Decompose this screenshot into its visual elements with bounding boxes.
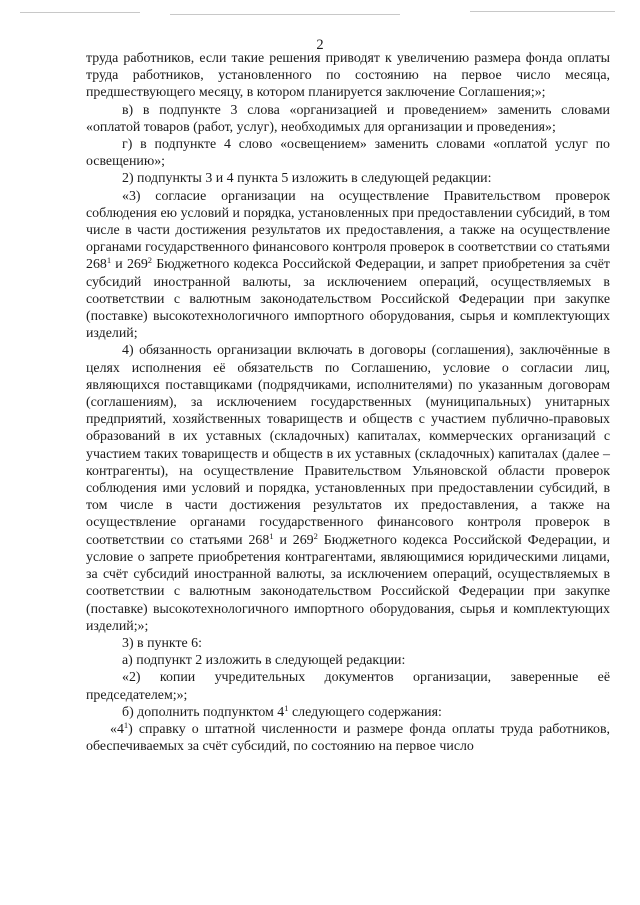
superscript: 2 — [313, 530, 318, 541]
text-fragment: б) дополнить подпунктом 4 — [122, 704, 285, 720]
superscript: 1 — [123, 719, 129, 730]
page-number: 2 — [316, 37, 324, 53]
paragraph-subitem-a: а) подпункт 2 изложить в следующей редакции: — [122, 653, 406, 669]
scan-edge-line-center — [170, 14, 400, 15]
paragraph-subitem-v: в) в подпункте 3 слова «организацией и проведением» заменить словами «оплатой товаров (работ, услуг), необходимых для организации и проведения»; — [86, 102, 610, 135]
text-fragment: следующего содержания: — [288, 704, 442, 720]
text-fragment: Бюджетного кодекса Российской Федерации, и запрет приобретения за счёт субсидий иностранной валюты, за исключением операций, осуществляемых в соответствии с валютным законодательством Российской Федерации при закупке (поставке) высокотехнологичного импортного оборудования, сырья и комплектующих изделий; — [86, 257, 610, 342]
superscript: 1 — [269, 530, 274, 541]
paragraph-subpoint-3 — [86, 188, 610, 343]
paragraph-subitem-g: г) в подпункте 4 слово «освещением» заменить словами «оплатой услуг по освещению»; — [86, 137, 610, 170]
text-fragment: 4) обязанность организации включать в договоры (соглашения), заключённые в целях исполнения её обязательств по Соглашению, условие о согласии лиц, являющихся поставщиками (подрядчиками, исполнителями) по указанным договорам (соглашениям), за исключением государственных (муниципальных) унитарных предприятий, хозяйственных товариществ и обществ с участием публично-правовых образований в их уставных (складочных) капиталах, коммерческих организаций с участием таких товариществ и обществ в их уставных (складочных) капиталах (далее – контрагенты), на осуществление Правительством Ульяновской области проверок соблюдения ими условий и порядка, установленных при предоставлении субсидий, в том числе в части достижения результатов их предоставления, а также на осуществление органами государственного финансового контроля проверок в соответствии со статьями 268 — [86, 343, 610, 548]
superscript: 2 — [147, 255, 153, 266]
paragraph-item-3: 3) в пункте 6: — [122, 635, 202, 651]
text-fragment: и 269 — [273, 532, 314, 548]
paragraph-subpoint-4-1 — [86, 721, 610, 755]
text-fragment: «4 — [110, 721, 124, 737]
scan-edge-line-right — [470, 11, 615, 12]
text-fragment: и 269 — [111, 257, 148, 273]
text-fragment: ) справку о штатной численности и размере фонда оплаты труда работников, обеспечиваемых за счёт субсидий, по состоянию на первое число — [86, 721, 610, 755]
paragraph-subitem-b — [86, 704, 610, 721]
text-fragment: «3) согласие организации на осуществление Правительством проверок соблюдения ею условий и порядка, установленных при предоставлении субсидий, в том числе в части достижения результатов их предоставления, а также на осуществление органами государственного финансового контроля проверок в соответствии со статьями 268 — [86, 188, 610, 273]
superscript: 1 — [284, 702, 289, 713]
scan-edge-line-left — [20, 12, 140, 13]
paragraph-subpoint-4 — [86, 342, 610, 634]
text-fragment: Бюджетного кодекса Российской Федерации, и условие о запрете приобретения контрагентами, являющимися юридическими лицами, за счёт субсидий иностранной валюты, за исключением операций, осуществляемых в соответствии с валютным законодательством Российской Федерации при закупке (поставке) высокотехнологичного импортного оборудования, сырья и комплектующих изделий;»; — [86, 532, 610, 634]
paragraph-1: труда работников, если такие решения приводят к увеличению размера фонда оплаты труда работников, установленного по состоянию на первое число месяца, предшествующего месяцу, в котором планируется заключение Соглашения;»; — [86, 51, 610, 101]
document-body — [86, 50, 610, 755]
paragraph-item-2: 2) подпункты 3 и 4 пункта 5 изложить в следующей редакции: — [122, 171, 492, 187]
superscript: 1 — [106, 255, 112, 266]
paragraph-subpoint-2-quote: «2) копии учредительных документов организации, заверенные её председателем;»; — [86, 670, 610, 703]
